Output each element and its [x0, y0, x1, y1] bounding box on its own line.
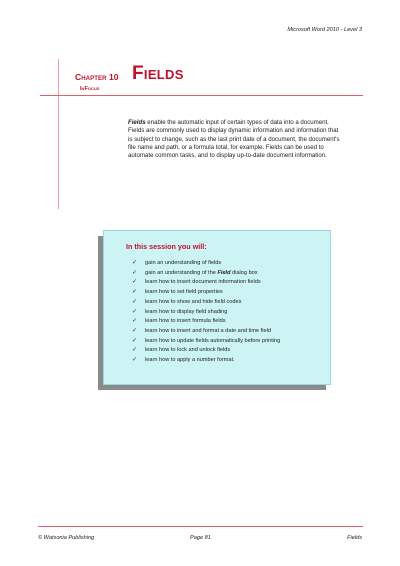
list-item: ✓ gain an understanding of fields [132, 259, 280, 269]
intro-paragraph [128, 119, 343, 160]
session-title: In this session you will: [126, 242, 207, 251]
margin-rule-vertical [58, 59, 59, 209]
session-list [132, 259, 280, 366]
footer-publisher: © Watsonia Publishing [38, 535, 95, 541]
list-item: ✓ learn how to apply a number format. [132, 356, 280, 366]
check-icon: ✓ [132, 318, 138, 325]
list-item: ✓ learn how to set field properties [132, 288, 280, 298]
check-icon: ✓ [132, 347, 138, 354]
list-item: ✓ learn how to display field shading [132, 308, 280, 318]
check-icon: ✓ [132, 327, 138, 334]
check-icon: ✓ [132, 260, 138, 266]
title-rule [40, 95, 363, 96]
intro-lead: Fields [128, 119, 146, 126]
check-icon: ✓ [132, 279, 138, 286]
infocus-tag: InFocus [80, 86, 100, 92]
footer-section: Fields [347, 535, 362, 541]
chapter-label: Chapter 10 [75, 72, 119, 82]
footer-rule [38, 526, 363, 527]
list-item: ✓ learn how to lock and unlock fields [132, 346, 280, 356]
check-icon: ✓ [132, 357, 138, 364]
check-icon: ✓ [132, 298, 138, 305]
check-icon: ✓ [132, 308, 138, 315]
list-item: ✓ learn how to insert and format a date and time field [132, 327, 280, 337]
running-header: Microsoft Word 2010 - Level 3 [287, 27, 362, 33]
check-icon: ✓ [132, 289, 138, 296]
check-icon: ✓ [132, 337, 138, 344]
footer-page-number: Page 81 [190, 535, 211, 541]
list-item: ✓ learn how to insert document information fields [132, 278, 280, 288]
list-item: ✓ gain an understanding of the Field dialog box [132, 269, 280, 279]
page-title: Fields [132, 63, 184, 84]
intro-text: enable the automatic input of certain types of data into a document. Fields are commonly used to display dynamic information and information that is subject to change, such as the last print date of a document, the document's file name and path, or a formula total, for example. Fields can be used to automate common tasks, and to display up-to-date document information. [128, 119, 340, 160]
check-icon: ✓ [132, 269, 138, 276]
session-box [103, 230, 331, 385]
list-item: ✓ learn how to show and hide field codes [132, 298, 280, 308]
list-item: ✓ learn how to update fields automatically before printing [132, 337, 280, 347]
list-item: ✓ learn how to insert formula fields [132, 317, 280, 327]
